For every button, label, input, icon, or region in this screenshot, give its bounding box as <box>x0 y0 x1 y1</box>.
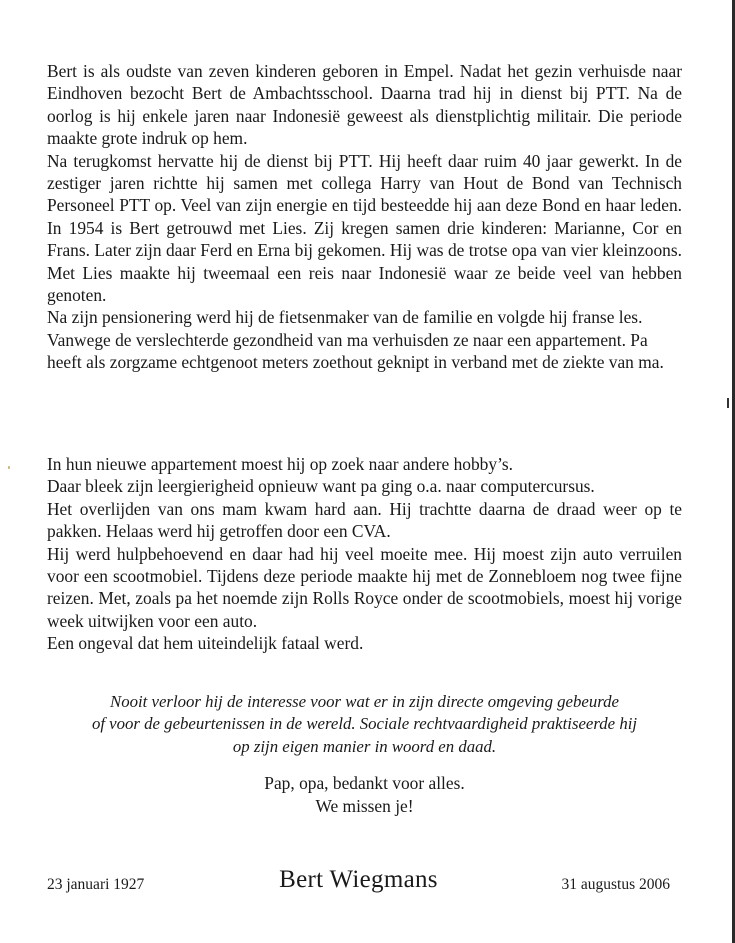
biography-paragraph: Hij werd hulpbehoevend en daar had hij veel moeite mee. Hij moest zijn auto verruilen voor een scootmobiel. Tijdens deze periode maakte hij met de Zonnebloem nog twee fijne reizen. Met, zoals pa het noemde zijn Rolls Royce onder de scootmobiels, moest hij vorige week uitwijken voor een auto. <box>47 543 682 631</box>
memorial-footer <box>47 866 670 896</box>
biography-section-1 <box>47 60 682 374</box>
thanks-line: Pap, opa, bedankt voor alles. <box>264 773 465 793</box>
birth-date: 23 januari 1927 <box>47 876 145 893</box>
deceased-name: Bert Wiegmans <box>279 866 438 893</box>
biography-paragraph: In hun nieuwe appartement moest hij op zoek naar andere hobby’s. <box>47 454 514 474</box>
italic-tribute-quote <box>47 691 682 758</box>
thanks-line: We missen je! <box>315 796 414 816</box>
biography-section-2 <box>47 453 682 655</box>
scan-speck <box>8 466 10 469</box>
biography-paragraph: Daar bleek zijn leergierigheid opnieuw want pa ging o.a. naar computercursus. <box>47 476 595 497</box>
biography-paragraph: Een ongeval dat hem uiteindelijk fataal werd. <box>47 633 364 654</box>
quote-line: Nooit verloor hij de interesse voor wat er in zijn directe omgeving gebeurde <box>110 692 619 711</box>
scan-mark <box>727 398 729 408</box>
biography-paragraph: Bert is als oudste van zeven kinderen geboren in Empel. Nadat het gezin verhuisde naar Eindhoven bezocht Bert de Ambachtsschool. Daarna trad hij in dienst bij PTT. Na de oorlog is hij enkele jaren naar Indonesië geweest als dienstplichtig militair. Die periode maakte grote indruk op hem. <box>47 61 682 149</box>
biography-paragraph: Het overlijden van ons mam kwam hard aan. Hij trachtte daarna de draad weer op te pakken. Helaas werd hij getroffen door een CVA. <box>47 498 682 542</box>
thanks-message <box>47 772 682 818</box>
quote-line: of voor de gebeurtenissen in de wereld. Sociale rechtvaardigheid praktiseerde hij <box>91 714 638 734</box>
quote-line: op zijn eigen manier in woord en daad. <box>232 736 497 756</box>
biography-paragraph: Na zijn pensionering werd hij de fietsenmaker van de familie en volgde hij franse les. Vanwege de verslechterde gezondheid van ma verhuisden ze naar een appartement. Pa heeft als zorgzame echtgenoot meters zoethout geknipt in verband met de ziekte van ma. <box>47 307 664 373</box>
biography-paragraph: Na terugkomst hervatte hij de dienst bij PTT. Hij heeft daar ruim 40 jaar gewerkt. In de zestiger jaren richtte hij samen met collega Harry van Hout de Bond van Technisch Personeel PTT op. Veel van zijn energie en tijd besteedde hij aan deze Bond en haar leden. In 1954 is Bert getrouwd met Lies. Zij kregen samen drie kinderen: Marianne, Cor en Frans. Later zijn daar Ferd en Erna bij gekomen. Hij was de trotse opa van vier kleinzoons. Met Lies maakte hij tweemaal een reis naar Indonesië waar ze beide veel van hebben genoten. <box>47 150 682 306</box>
death-date: 31 augustus 2006 <box>561 876 670 893</box>
